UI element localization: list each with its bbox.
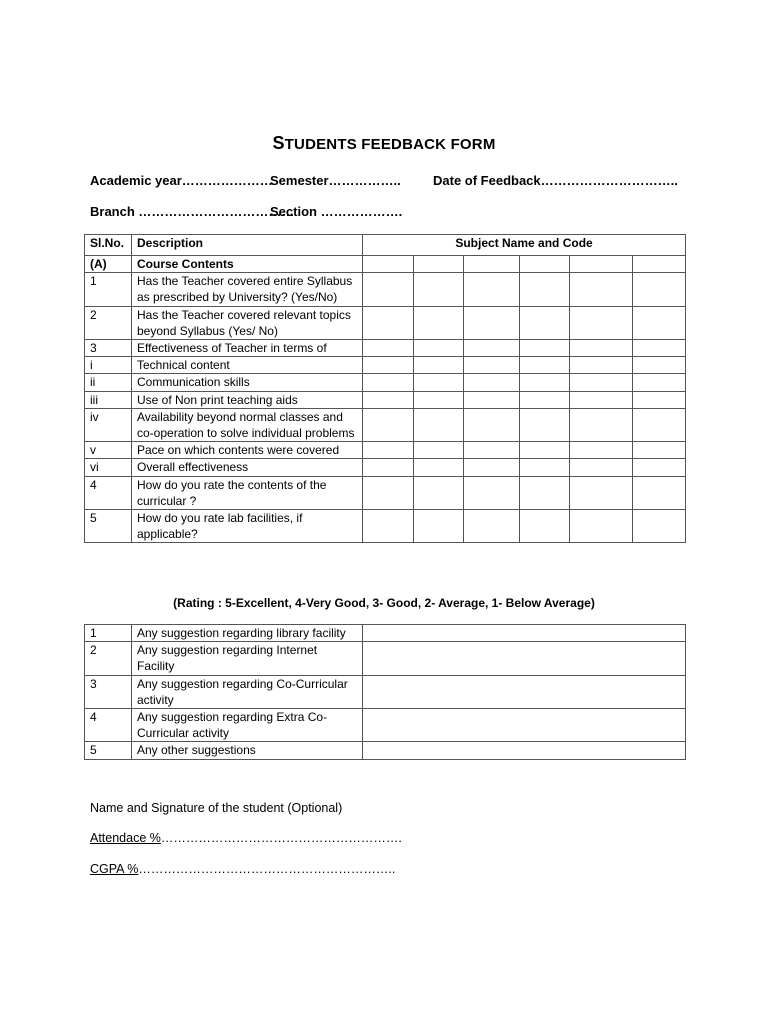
rating-cell[interactable]: [414, 391, 464, 408]
rating-cell[interactable]: [633, 476, 686, 509]
rating-cell[interactable]: [363, 340, 414, 357]
row-description: Any suggestion regarding Co-Curricular activity: [132, 675, 363, 708]
rating-cell[interactable]: [414, 273, 464, 306]
rating-cell[interactable]: [363, 510, 414, 543]
rating-cell[interactable]: [464, 256, 520, 273]
suggestions-rows: [85, 625, 686, 760]
row-number: 2: [85, 306, 132, 339]
rating-cell[interactable]: [520, 408, 570, 441]
rating-cell[interactable]: [520, 459, 570, 476]
table-row: [85, 256, 686, 273]
attendance-field[interactable]: [90, 831, 402, 845]
row-description: Technical content: [132, 357, 363, 374]
cgpa-label: CGPA %: [90, 862, 139, 876]
cgpa-blank: ……………………………………………………..: [138, 862, 396, 876]
table-row: [85, 340, 686, 357]
rating-cell[interactable]: [633, 374, 686, 391]
rating-cell[interactable]: [570, 357, 633, 374]
rating-cell[interactable]: [464, 391, 520, 408]
row-number: (A): [85, 256, 132, 273]
row-number: 4: [85, 709, 132, 742]
description-header: Description: [132, 235, 363, 256]
rating-cell[interactable]: [363, 476, 414, 509]
row-number: i: [85, 357, 132, 374]
rating-cell[interactable]: [363, 306, 414, 339]
row-description: Availability beyond normal classes and co-operation to solve individual problems: [132, 408, 363, 441]
page-title: [0, 133, 768, 154]
row-description: How do you rate lab facilities, if applicable?: [132, 510, 363, 543]
rating-cell[interactable]: [633, 340, 686, 357]
row-number: 2: [85, 642, 132, 675]
rating-cell[interactable]: [414, 476, 464, 509]
row-number: 5: [85, 742, 132, 759]
rating-cell[interactable]: [464, 374, 520, 391]
rating-cell[interactable]: [520, 391, 570, 408]
rating-cell[interactable]: [363, 408, 414, 441]
rating-cell[interactable]: [414, 510, 464, 543]
rating-cell[interactable]: [464, 408, 520, 441]
rating-cell[interactable]: [520, 374, 570, 391]
table-row: [85, 459, 686, 476]
rating-cell[interactable]: [464, 476, 520, 509]
suggestion-answer-cell[interactable]: [363, 742, 686, 759]
table-row: [85, 642, 686, 675]
rating-cell[interactable]: [414, 374, 464, 391]
row-number: iv: [85, 408, 132, 441]
row-description: Any suggestion regarding library facility: [132, 625, 363, 642]
row-number: 1: [85, 273, 132, 306]
rating-cell[interactable]: [570, 306, 633, 339]
row-description: Effectiveness of Teacher in terms of: [132, 340, 363, 357]
row-description: Pace on which contents were covered: [132, 442, 363, 459]
course-feedback-table: [84, 234, 686, 543]
rating-cell[interactable]: [520, 442, 570, 459]
rating-cell[interactable]: [570, 340, 633, 357]
rating-cell[interactable]: [570, 374, 633, 391]
table-row: [85, 476, 686, 509]
row-number: vi: [85, 459, 132, 476]
rating-cell[interactable]: [363, 374, 414, 391]
rating-cell[interactable]: [570, 391, 633, 408]
suggestion-answer-cell[interactable]: [363, 709, 686, 742]
rating-cell[interactable]: [464, 459, 520, 476]
course-feedback-rows: [85, 256, 686, 543]
rating-cell[interactable]: [464, 306, 520, 339]
row-description: Overall effectiveness: [132, 459, 363, 476]
row-description: Has the Teacher covered entire Syllabus as prescribed by University? (Yes/No): [132, 273, 363, 306]
page-title-rest: TUDENTS FEEDBACK FORM: [284, 136, 496, 153]
rating-cell[interactable]: [520, 340, 570, 357]
suggestion-answer-cell[interactable]: [363, 625, 686, 642]
name-signature-label: Name and Signature of the student (Optional): [90, 801, 343, 815]
table-row: [85, 442, 686, 459]
table-row: [85, 675, 686, 708]
rating-cell[interactable]: [570, 273, 633, 306]
rating-cell[interactable]: [414, 357, 464, 374]
table-row: [85, 742, 686, 759]
slno-header: Sl.No.: [85, 235, 132, 256]
row-number: 3: [85, 340, 132, 357]
section-field[interactable]: Section ……………….: [270, 204, 403, 219]
rating-cell[interactable]: [414, 306, 464, 339]
rating-cell[interactable]: [464, 357, 520, 374]
rating-cell[interactable]: [464, 442, 520, 459]
rating-cell[interactable]: [520, 306, 570, 339]
rating-cell[interactable]: [570, 442, 633, 459]
row-description: Has the Teacher covered relevant topics beyond Syllabus (Yes/ No): [132, 306, 363, 339]
table-row: [85, 510, 686, 543]
table-row: [85, 391, 686, 408]
rating-cell[interactable]: [520, 510, 570, 543]
row-number: 3: [85, 675, 132, 708]
branch-field[interactable]: Branch ………………………………: [90, 204, 295, 219]
rating-cell[interactable]: [520, 256, 570, 273]
rating-cell[interactable]: [363, 256, 414, 273]
suggestions-table: [84, 624, 686, 760]
row-number: ii: [85, 374, 132, 391]
rating-cell[interactable]: [570, 476, 633, 509]
rating-cell[interactable]: [570, 256, 633, 273]
table-row: [85, 273, 686, 306]
rating-cell[interactable]: [633, 459, 686, 476]
row-description: Any other suggestions: [132, 742, 363, 759]
rating-cell[interactable]: [363, 273, 414, 306]
table-header-row: [85, 235, 686, 256]
row-description: Course Contents: [132, 256, 363, 273]
table-row: [85, 357, 686, 374]
rating-cell[interactable]: [414, 459, 464, 476]
semester-field[interactable]: Semester……………..: [270, 173, 401, 188]
rating-cell[interactable]: [464, 510, 520, 543]
rating-cell[interactable]: [570, 459, 633, 476]
table-row: [85, 709, 686, 742]
row-description: Any suggestion regarding Internet Facility: [132, 642, 363, 675]
rating-cell[interactable]: [414, 340, 464, 357]
rating-cell[interactable]: [633, 408, 686, 441]
table-row: [85, 374, 686, 391]
rating-cell[interactable]: [414, 442, 464, 459]
attendance-blank: ………………………………………………….: [160, 831, 402, 845]
rating-cell[interactable]: [520, 357, 570, 374]
row-description: Any suggestion regarding Extra Co-Curricular activity: [132, 709, 363, 742]
date-of-feedback-field[interactable]: Date of Feedback…………………………..: [433, 173, 678, 188]
rating-cell[interactable]: [633, 510, 686, 543]
row-number: 1: [85, 625, 132, 642]
rating-cell[interactable]: [633, 306, 686, 339]
table-row: [85, 306, 686, 339]
suggestion-answer-cell[interactable]: [363, 675, 686, 708]
rating-cell[interactable]: [633, 442, 686, 459]
suggestion-answer-cell[interactable]: [363, 642, 686, 675]
rating-cell[interactable]: [363, 357, 414, 374]
rating-cell[interactable]: [633, 273, 686, 306]
row-description: Use of Non print teaching aids: [132, 391, 363, 408]
rating-cell[interactable]: [570, 510, 633, 543]
rating-cell[interactable]: [363, 459, 414, 476]
rating-cell[interactable]: [464, 340, 520, 357]
rating-cell[interactable]: [633, 391, 686, 408]
row-description: Communication skills: [132, 374, 363, 391]
rating-cell[interactable]: [363, 391, 414, 408]
table-row: [85, 625, 686, 642]
rating-cell[interactable]: [520, 476, 570, 509]
attendance-label: Attendace %: [90, 831, 161, 845]
row-number: 5: [85, 510, 132, 543]
rating-cell[interactable]: [570, 408, 633, 441]
row-number: v: [85, 442, 132, 459]
subject-header: Subject Name and Code: [363, 235, 686, 256]
row-description: How do you rate the contents of the curricular ?: [132, 476, 363, 509]
rating-cell[interactable]: [520, 273, 570, 306]
row-number: 4: [85, 476, 132, 509]
row-number: iii: [85, 391, 132, 408]
table-row: [85, 408, 686, 441]
rating-cell[interactable]: [414, 408, 464, 441]
rating-cell[interactable]: [464, 273, 520, 306]
rating-note: (Rating : 5-Excellent, 4-Very Good, 3- Good, 2- Average, 1- Below Average): [173, 596, 595, 610]
rating-cell[interactable]: [414, 256, 464, 273]
rating-cell[interactable]: [363, 442, 414, 459]
page-title-initial: S: [272, 133, 285, 153]
rating-cell[interactable]: [633, 256, 686, 273]
academic-year-field[interactable]: Academic year…………………: [90, 173, 273, 188]
cgpa-field[interactable]: [90, 862, 395, 876]
rating-cell[interactable]: [633, 357, 686, 374]
